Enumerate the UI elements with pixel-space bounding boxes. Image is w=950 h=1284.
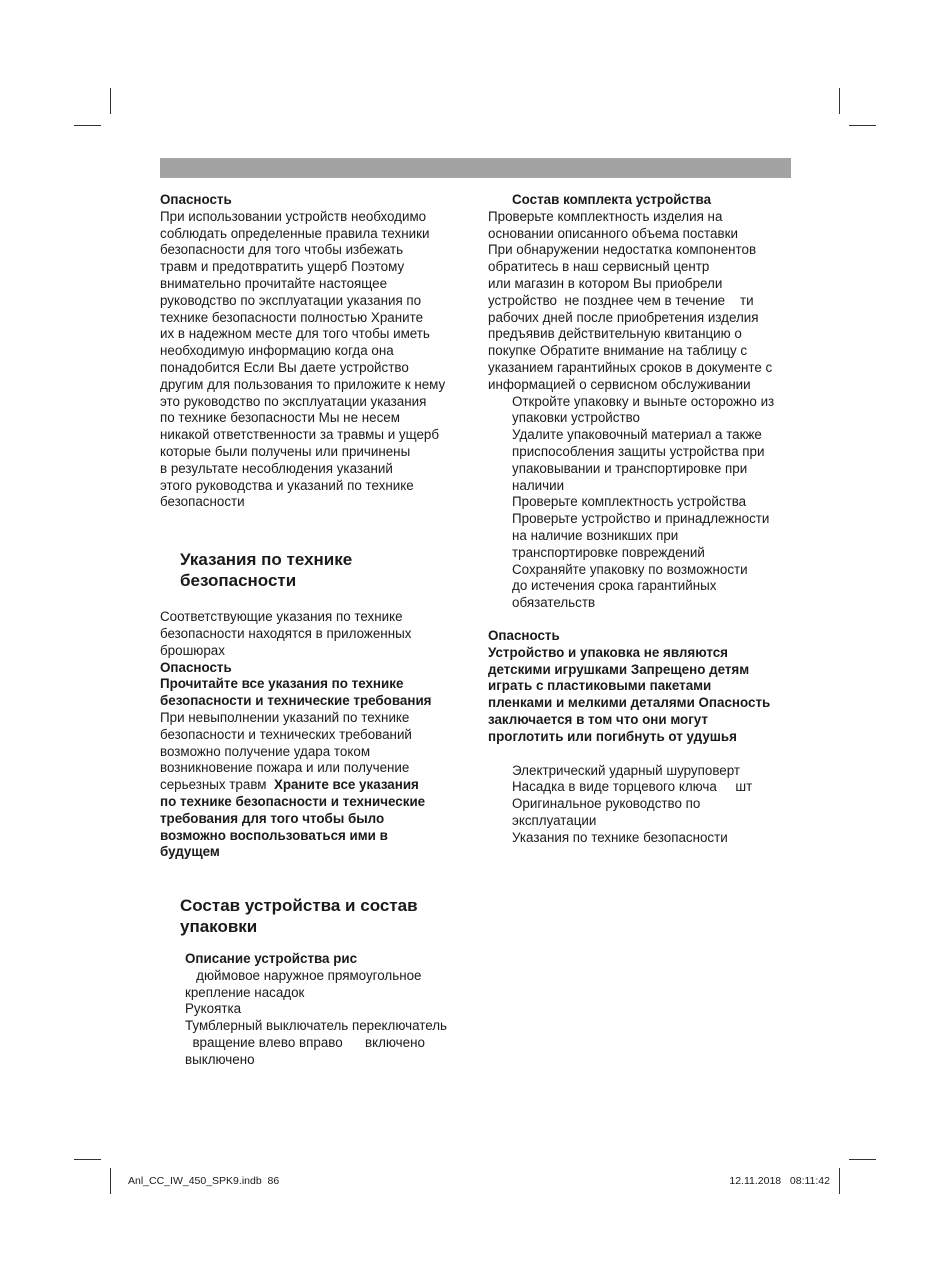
crop-mark <box>839 1168 840 1194</box>
crop-mark <box>849 125 876 126</box>
section-heading-composition: Состав устройства и состав упаковки <box>180 896 418 937</box>
safety-text: Соответствующие указания по технике безопасности находятся в приложенных брошюрах <box>160 609 412 658</box>
header-bar <box>160 158 791 178</box>
mixed-line: серьезных травм Храните все указания <box>160 777 419 793</box>
crop-mark <box>839 88 840 114</box>
left-column: Опасность При использовании устройств необходимо соблюдать определенные правила техники безопасности для того чтобы избежать травм и предотвратить ущерб Поэтому внимательно прочитайте настоящее руководство по эксплуатации указания по технике безопасности полностью Храните их в надежном месте для того чтобы иметь необходимую информацию когда она понадобится Если Вы даете устройство другим для пользования то приложите к нему это руководство по эксплуатации указания по технике безопасности Мы не несем никакой ответственности за травмы и ущерб которые были получены или причинены в результате несоблюдения указаний этого руководства и указаний по технике безопасности Указания по технике безопасности Соответствующие указания по технике безопасности находятся в приложенных брошюрах Опасность Прочитайте все указания по технике безопасности и технические требования При невыполнении указаний по технике безопасности и технических требований возможно получение удара током возникновение пожара и или получение серьезных травм Храните все указания по технике безопасности и технические требования для того чтобы было возможно воспользоваться ими в будущем Состав устройства и состав упаковки Описание устройства рис дюймовое наружное прямоугольное крепление насадок Рукоятка Тумблерный выключатель переключатель вращение влево вправо включено выключено <box>160 192 465 1069</box>
crop-mark <box>110 88 111 114</box>
kit-title: Состав комплекта устройства <box>512 192 712 207</box>
crop-mark <box>849 1159 876 1160</box>
unpacking-steps: Откройте упаковку и выньте осторожно из упаковки устройство Удалите упаковочный материал а также приспособления защиты устройства при упаковывании и транспортировке при наличии Проверьте комплектность устройства Проверьте устройство и принадлежности на наличие возникших при транспортировке повреждений Сохраняйте упаковку по возможности до истечения срока гарантийных обязательств <box>512 393 775 611</box>
crop-mark <box>110 1168 111 1194</box>
footer-file: Anl_CC_IW_450_SPK9.indb 86 <box>128 1175 280 1187</box>
footer-timestamp: 12.11.2018 08:11:42 <box>729 1175 830 1187</box>
crop-mark <box>74 125 101 126</box>
device-description: Описание устройства рис дюймовое наружное прямоугольное крепление насадок Рукоятка Тумблерный выключатель переключатель вращение влево вправо включено выключено <box>185 951 448 1067</box>
section-heading-safety: Указания по технике безопасности <box>180 550 353 591</box>
danger-text: Устройство и упаковка не являются детскими игрушками Запрещено детям играть с пластиковыми пакетами пленками и мелкими деталями Опасность заключается в том что они могут проглотить или погибнуть от удушья <box>488 644 771 744</box>
danger-title: Опасность <box>488 627 560 643</box>
right-column <box>488 192 793 846</box>
delivery-contents: Электрический ударный шуруповерт Насадка в виде торцевого ключа шт Оригинальное руководство по эксплуатации Указания по технике безопасности <box>512 762 753 845</box>
crop-mark <box>74 1159 101 1160</box>
danger-text: При использовании устройств необходимо соблюдать определенные правила техники безопасности для того чтобы избежать травм и предотвратить ущерб Поэтому внимательно прочитайте настоящее руководство по эксплуатации указания по технике безопасности полностью Храните их в надежном месте для того чтобы иметь необходимую информацию когда она понадобится Если Вы даете устройство другим для пользования то приложите к нему это руководство по эксплуатации указания по технике безопасности Мы не несем никакой ответственности за травмы и ущерб которые были получены или причинены в результате несоблюдения указаний этого руководства и указаний по технике безопасности <box>160 208 446 510</box>
danger-title: Опасность <box>160 192 232 207</box>
kit-text: Проверьте комплектность изделия на основании описанного объема поставки При обнаружении недостатка компонентов обратитесь в наш сервисный центр или магазин в котором Вы приобрели устройство не позднее чем в течение ти рабочих дней после приобретения изделия предъявив действительную квитанцию о покупке Обратите внимание на таблицу с указанием гарантийных сроков в документе с информацией о сервисном обслуживании <box>488 208 773 392</box>
danger-title: Опасность <box>160 659 232 675</box>
